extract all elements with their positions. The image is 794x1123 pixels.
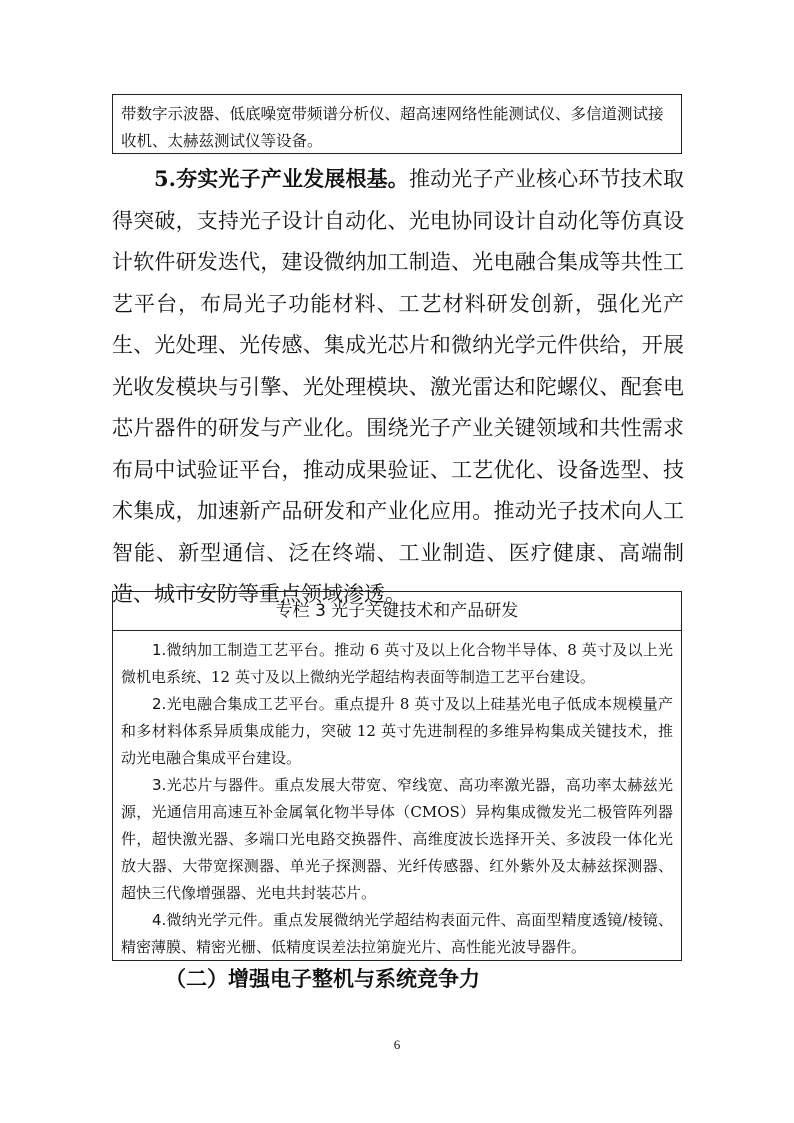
column-item [121, 907, 673, 961]
continued-text-box [112, 94, 682, 154]
page-number: 6 [393, 1037, 401, 1052]
section-5-lead: 5.夯实光子产业发展根基。 [154, 166, 409, 191]
column-3-items [113, 631, 681, 961]
column-item-keyword: 1.微纳加工制造工艺平台。 [152, 641, 335, 659]
column-item-text: 重点提升 8 英寸及以上硅基光电子低成本规模量产和多材料体系异质集成能力，突破 12 英寸先进制程的多维异构集成关键技术，推动光电融合集成平台建设。 [121, 695, 673, 767]
section-heading-2: （二）增强电子整机与系统竞争力 [165, 966, 480, 991]
column-3-box [112, 591, 682, 961]
column-item [121, 637, 673, 691]
column-item-keyword: 3.光芯片与器件。 [152, 776, 275, 794]
column-item-text: 重点发展微纳光学超结构表面元件、高面型精度透镜/棱镜、精密薄膜、精密光栅、低精度误差法拉第旋光片、高性能光波导器件。 [121, 911, 673, 956]
column-item [121, 691, 673, 772]
column-item-keyword: 4.微纳光学元件。 [152, 911, 273, 929]
column-item-text: 重点发展大带宽、窄线宽、高功率激光器，高功率太赫兹光源，光通信用高速互补金属氧化物半导体（CMOS）异构集成微发光二极管阵列器件，超快激光器、多端口光电路交换器件、高维度波长选择开关、多波段一体化光放大器、大带宽探测器、单光子探测器、光纤传感器、红外紫外及太赫兹探测器、超快三代像增强器、光电共封装芯片。 [121, 776, 674, 902]
column-item-keyword: 2.光电融合集成工艺平台。 [152, 695, 334, 713]
column-item-text: 推动 6 英寸及以上化合物半导体、8 英寸及以上光微机电系统、12 英寸及以上微纳光学超结构表面等制造工艺平台建设。 [121, 641, 673, 686]
section-5-body: 推动光子产业核心环节技术取得突破，支持光子设计自动化、光电协同设计自动化等仿真设计软件研发迭代，建设微纳加工制造、光电融合集成等共性工艺平台，布局光子功能材料、工艺材料研发创新，强化光产生、光处理、光传感、集成光芯片和微纳光学元件供给，开展光收发模块与引擎、光处理模块、激光雷达和陀螺仪、配套电芯片器件的研发与产业化。围绕光子产业关键领域和共性需求布局中试验证平台，推动成果验证、工艺优化、设备选型、技术集成，加速新产品研发和产业化应用。推动光子技术向人工智能、新型通信、泛在终端、工业制造、医疗健康、高端制造、城市安防等重点领域渗透。 [112, 167, 685, 606]
section-5-paragraph [112, 158, 684, 616]
column-item [121, 772, 673, 907]
column-3-title: 专栏 3 光子关键技术和产品研发 [113, 592, 681, 631]
continued-box-text: 带数字示波器、低底噪宽带频谱分析仪、超高速网络性能测试仪、多信道测试接收机、太赫兹测试仪等设备。 [121, 105, 664, 150]
